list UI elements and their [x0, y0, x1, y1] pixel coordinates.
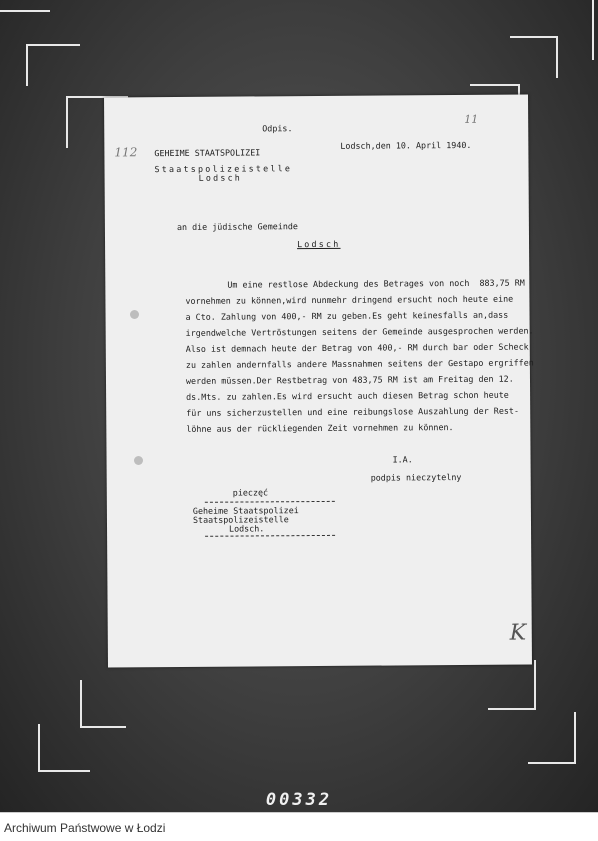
body-line-5: Also ist demnach heute der Betrag von 400,- RM durch bar oder Scheck	[185, 341, 529, 354]
frame-edge-top	[0, 10, 50, 12]
sender-line-2: Staatspolizeistelle	[154, 163, 293, 175]
body-line-1: Um eine restlose Abdeckung des Betrages von noch 883,75 RM	[227, 277, 525, 290]
body-line-8: ds.Mts. zu zahlen.Es wird ersucht auch diesen Betrag schon heute	[186, 389, 509, 402]
punch-hole-upper	[130, 310, 139, 319]
recipient: an die jüdische Gemeinde	[176, 221, 298, 232]
body-line-6: zu zahlen andernfalls andere Massnahmen seitens der Gestapo ergriffen	[185, 357, 534, 370]
frame-mark-bl-outer	[38, 724, 90, 772]
place-date: Lodsch,den 10. April 1940.	[340, 139, 472, 151]
punch-hole-lower	[134, 456, 143, 465]
stamp-bottom-rule	[205, 535, 335, 537]
signature-note: podpis nieczytelny	[370, 472, 462, 483]
archive-name: Archiwum Państwowe w Łodzi	[4, 821, 166, 835]
body-line-4: irgendwelche Vertröstungen seitens der Gemeinde ausgesprochen werden.	[185, 325, 534, 338]
stamp-line-2: Staatspolizeistelle	[192, 514, 289, 525]
frame-mark-tr-outer	[510, 36, 558, 78]
ia-label: I.A.	[392, 454, 413, 465]
archive-footer	[0, 812, 598, 841]
frame-mark-tl-outer	[26, 44, 80, 86]
body-line-7: werden müssen.Der Restbetrag von 483,75 RM ist am Freitag den 12.	[185, 373, 514, 386]
frame-edge-right	[592, 0, 594, 60]
body-line-10: löhne aus der rückliegenden Zeit vornehmen zu können.	[186, 422, 454, 434]
sender-line-3: Lodsch	[198, 172, 243, 183]
copy-label: Odpis.	[262, 123, 293, 134]
margin-handwritten-mark: 112	[114, 145, 138, 160]
stamp-line-3: Lodsch.	[228, 523, 265, 534]
body-line-2: vornehmen zu können,wird nunmehr dringend ersucht noch heute eine	[185, 293, 514, 306]
stamp-line-1: Geheime Staatspolizei	[192, 505, 299, 516]
frame-number: 00332	[265, 790, 333, 810]
recipient-city: Lodsch	[297, 238, 341, 250]
body-line-3: a Cto. Zahlung von 400,- RM zu geben.Es geht keinesfalls an,dass	[185, 309, 509, 322]
body-line-9: für uns sicherzustellen und eine reibungslose Auszahlung der Rest-	[186, 405, 520, 418]
frame-mark-br-inner	[488, 660, 536, 710]
stamp-top-rule	[205, 501, 335, 503]
sender-line-1: GEHEIME STAATSPOLIZEI	[154, 147, 261, 159]
frame-mark-bl-inner	[80, 680, 126, 728]
frame-mark-br-outer	[528, 712, 576, 764]
corner-initial: K	[509, 620, 527, 646]
stamp-label: pieczęć	[232, 487, 269, 498]
document-page	[104, 95, 532, 668]
corner-handwritten-mark: 11	[464, 112, 479, 126]
